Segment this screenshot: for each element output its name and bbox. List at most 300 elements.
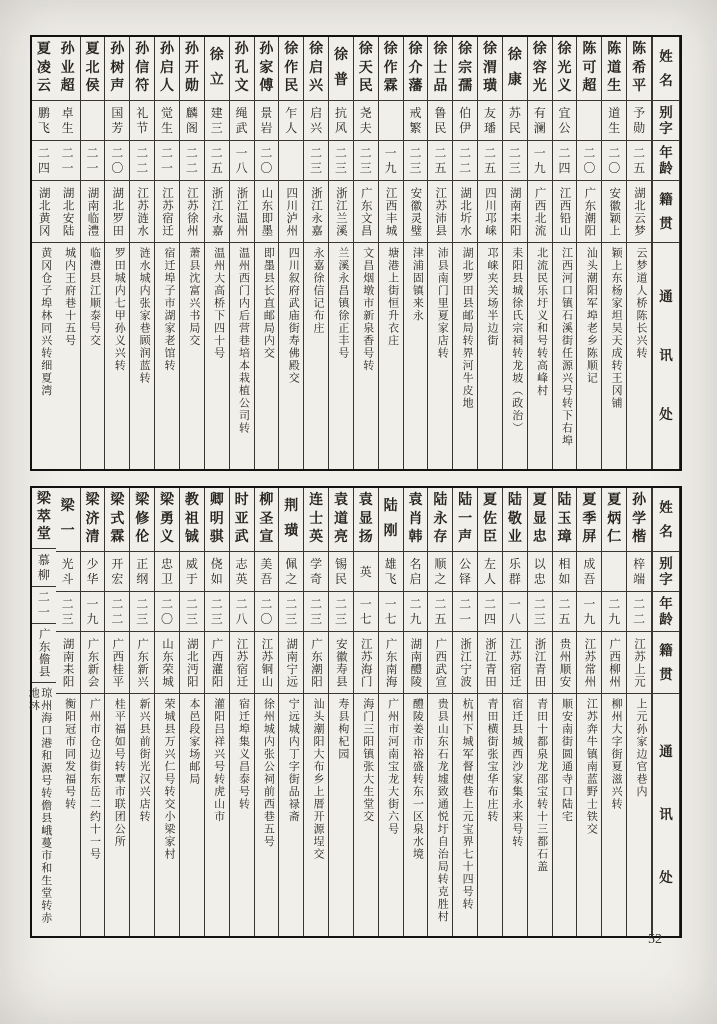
address-cell: 青田横街张宝华布庄转 — [485, 698, 498, 823]
address-cell: 耒阳县城徐氏宗祠转龙坡（政治） — [510, 247, 523, 435]
native-place-cell: 江苏涟水 — [130, 181, 154, 243]
name-cell: 陈 希 平 — [627, 37, 651, 101]
age-cell: 二 五 — [205, 141, 229, 181]
age-cell: 二 三 — [503, 141, 527, 181]
alias-cell — [577, 101, 601, 141]
person-column — [453, 37, 478, 469]
age-cell: 二 四 — [553, 141, 577, 181]
address-cell: 宿迁县城西沙家集永来号转 — [510, 698, 523, 848]
age-cell: 二 三 — [304, 592, 328, 632]
alias-cell: 景 岩 — [255, 101, 279, 141]
person-column — [379, 488, 404, 936]
name-cell: 袁 肖 韩 — [404, 488, 428, 552]
alias-cell: 有 澜 — [528, 101, 552, 141]
header-column — [652, 37, 680, 469]
name-cell: 陆 玉 璋 — [553, 488, 577, 552]
address-cell: 琼州海口港和源号转儋县峨蔓市和生堂转赤地林 — [27, 686, 52, 925]
address-cell: 汕头潮阳军埠老乡陈顺记 — [585, 247, 598, 385]
name-cell: 夏 季 屏 — [577, 488, 601, 552]
age-cell: 二 一 — [155, 141, 179, 181]
native-place-cell: 广西桂平 — [105, 632, 129, 694]
person-column — [329, 488, 354, 936]
alias-cell: 名 启 — [404, 552, 428, 592]
header-column — [652, 488, 680, 936]
name-cell: 徐 宗 孺 — [453, 37, 477, 101]
age-cell: 二 〇 — [602, 141, 626, 181]
age-cell: 二 四 — [478, 592, 502, 632]
name-cell: 袁 道 亮 — [329, 488, 353, 552]
age-cell: 二 〇 — [105, 141, 129, 181]
person-column — [105, 488, 130, 936]
age-cell: 二 九 — [602, 592, 626, 632]
address-cell: 塘港上街恒升衣庄 — [386, 247, 399, 347]
address-cell: 寿县枸杞园 — [336, 698, 349, 761]
alias-cell: 正 纲 — [130, 552, 154, 592]
name-cell: 孙 树 声 — [105, 37, 129, 101]
address-cell: 黄冈仓子埠林同兴转细夏湾 — [39, 247, 52, 397]
person-column — [230, 37, 255, 469]
address-cell: 永嘉徐信记布庄 — [312, 247, 325, 335]
name-cell: 徐 作 霖 — [379, 37, 403, 101]
age-cell: 一 九 — [528, 141, 552, 181]
age-cell: 二 五 — [428, 141, 452, 181]
alias-cell: 志 英 — [230, 552, 254, 592]
person-column — [180, 37, 205, 469]
age-cell: 二 二 — [105, 592, 129, 632]
address-cell: 本邑段家场邮局 — [187, 698, 200, 786]
directory-table-top — [30, 35, 682, 471]
page-number: 52 — [648, 932, 662, 947]
native-place-cell: 广东南海 — [379, 632, 403, 694]
native-place-cell: 江苏宿迁 — [230, 632, 254, 694]
person-column — [503, 37, 528, 469]
native-place-cell: 安徽颖上 — [602, 181, 626, 243]
name-cell: 夏 显 忠 — [528, 488, 552, 552]
age-cell: 二 三 — [329, 141, 353, 181]
address-cell: 邛崃夹关场半边街 — [485, 247, 498, 347]
age-cell: 二 五 — [428, 592, 452, 632]
age-cell: 二 三 — [180, 592, 204, 632]
native-place-cell: 浙江兰溪 — [329, 181, 353, 243]
native-place-cell: 湖北黄冈 — [32, 181, 56, 243]
name-cell: 徐 渭 璜 — [478, 37, 502, 101]
native-place-cell: 浙江永嘉 — [304, 181, 328, 243]
person-column — [553, 488, 578, 936]
address-cell: 桂平福如号转覃市联团公所 — [113, 698, 126, 848]
alias-cell: 威 于 — [180, 552, 204, 592]
alias-cell: 伯 伊 — [453, 101, 477, 141]
alias-cell: 觉 生 — [155, 101, 179, 141]
address-cell: 罗田城内七甲孙义兴转 — [113, 247, 126, 372]
age-cell: 二 二 — [453, 141, 477, 181]
address-cell: 杭州下城军督使巷上元宝界七十四号转 — [461, 698, 474, 911]
native-place-cell: 安徽灵璧 — [404, 181, 428, 243]
address-cell: 四川叙府武庙街寿佛殿交 — [287, 247, 300, 385]
native-place-cell: 江苏海门 — [354, 632, 378, 694]
address-cell: 云梦道人桥陈长兴转 — [635, 247, 647, 360]
name-cell: 徐 士 品 — [428, 37, 452, 101]
name-cell: 夏 北 侯 — [81, 37, 105, 101]
address-cell: 北流民乐圩义和号转高峰村 — [535, 247, 548, 397]
age-cell: 二 二 — [180, 141, 204, 181]
native-place-cell: 江苏宿迁 — [503, 632, 527, 694]
native-place-cell: 江苏上元 — [627, 632, 651, 694]
alias-cell: 戒 繁 — [404, 101, 428, 141]
age-cell: 二 一 — [32, 587, 56, 625]
address-cell: 涟水城内张家巷顾润蓝转 — [138, 247, 151, 385]
age-cell: 二 一 — [453, 592, 477, 632]
name-cell: 柳 圣 宣 — [255, 488, 279, 552]
age-cell: 一 七 — [379, 592, 403, 632]
age-cell: 二 〇 — [577, 141, 601, 181]
alias-cell: 鲁 民 — [428, 101, 452, 141]
name-cell: 徐 光 义 — [553, 37, 577, 101]
name-cell: 夏 炳 仁 — [602, 488, 626, 552]
header-alias: 别 字 — [653, 552, 679, 592]
name-cell: 孙 家 傅 — [255, 37, 279, 101]
age-cell: 二 三 — [528, 592, 552, 632]
name-cell: 孙 信 符 — [130, 37, 154, 101]
alias-cell: 光 斗 — [56, 552, 80, 592]
name-cell: 陈 可 超 — [577, 37, 601, 101]
address-cell: 湖北罗田县邮局转界河牛皮地 — [461, 247, 474, 410]
alias-cell: 佩 之 — [279, 552, 303, 592]
person-column — [304, 37, 329, 469]
person-column — [577, 488, 602, 936]
alias-cell: 少 华 — [81, 552, 105, 592]
age-cell: 二 九 — [404, 592, 428, 632]
age-cell — [279, 141, 303, 181]
person-column — [105, 37, 130, 469]
native-place-cell: 浙江温州 — [230, 181, 254, 243]
name-cell: 陈 道 生 — [602, 37, 626, 101]
name-cell: 徐 天 民 — [354, 37, 378, 101]
age-cell: 二 八 — [230, 592, 254, 632]
name-cell: 陆 敬 业 — [503, 488, 527, 552]
address-cell: 江西河口镇石溪街任源兴号转下右埠 — [560, 247, 573, 447]
native-place-cell: 广西灌阳 — [205, 632, 229, 694]
native-place-cell: 浙江青田 — [528, 632, 552, 694]
age-cell: 一 八 — [230, 141, 254, 181]
person-column — [478, 488, 503, 936]
alias-cell: 锡 民 — [329, 552, 353, 592]
alias-cell: 麟 阁 — [180, 101, 204, 141]
alias-cell: 宜 公 — [553, 101, 577, 141]
address-cell: 衡阳冠市同发福号转 — [63, 698, 76, 811]
person-column — [453, 488, 478, 936]
native-place-cell: 山东荣城 — [155, 632, 179, 694]
person-column — [553, 37, 578, 469]
alias-cell: 以 忠 — [528, 552, 552, 592]
name-cell: 陆 刚 — [379, 488, 403, 552]
native-place-cell: 湖南醴陵 — [404, 632, 428, 694]
address-cell: 灌阳吕祥兴号转虎山市 — [212, 698, 225, 823]
native-place-cell: 湖南耒阳 — [56, 632, 80, 694]
native-place-cell: 江苏徐州 — [180, 181, 204, 243]
native-place-cell: 江苏铜山 — [255, 632, 279, 694]
address-cell: 城内王府巷十五号 — [63, 247, 76, 347]
alias-cell: 尧 夫 — [354, 101, 378, 141]
age-cell: 二 一 — [56, 141, 80, 181]
alias-cell: 绳 武 — [230, 101, 254, 141]
age-cell: 二 五 — [627, 141, 651, 181]
alias-cell: 建 三 — [205, 101, 229, 141]
age-cell: 二 一 — [81, 141, 105, 181]
age-cell: 二 三 — [329, 592, 353, 632]
person-column — [81, 488, 106, 936]
name-cell: 连 士 英 — [304, 488, 328, 552]
alias-cell — [81, 101, 105, 141]
age-cell: 二 〇 — [155, 592, 179, 632]
address-cell: 贵县山东石龙墟致通悦圩自治局转克胜村 — [436, 698, 449, 923]
age-cell: 二 〇 — [255, 141, 279, 181]
person-column — [329, 37, 354, 469]
native-place-cell: 广东文昌 — [354, 181, 378, 243]
person-column — [27, 488, 56, 936]
person-column — [130, 37, 155, 469]
person-column — [155, 488, 180, 936]
address-cell: 宿迁埠集义昌泰号转 — [237, 698, 250, 811]
age-cell: 二 四 — [32, 141, 56, 181]
native-place-cell: 浙江青田 — [478, 632, 502, 694]
person-column — [354, 37, 379, 469]
native-place-cell: 广东儋县 — [32, 624, 56, 682]
native-place-cell: 湖南临澧 — [81, 181, 105, 243]
person-column — [180, 488, 205, 936]
person-column — [379, 37, 404, 469]
native-place-cell: 广西柳州 — [602, 632, 626, 694]
native-place-cell: 广东新会 — [81, 632, 105, 694]
person-column — [602, 488, 627, 936]
name-cell: 教 祖 铖 — [180, 488, 204, 552]
native-place-cell: 江西铅山 — [553, 181, 577, 243]
alias-cell: 国 芳 — [105, 101, 129, 141]
address-cell: 兰溪永昌镇徐正丰号 — [336, 247, 349, 360]
address-cell: 萧县沈富兴书局交 — [187, 247, 200, 347]
alias-cell: 相 如 — [553, 552, 577, 592]
person-column — [279, 488, 304, 936]
header-address: 通 讯 处 — [659, 744, 673, 886]
address-cell: 新兴县前街光汉兴店转 — [138, 698, 151, 823]
age-cell: 二 〇 — [255, 592, 279, 632]
age-cell: 二 三 — [130, 592, 154, 632]
alias-cell: 鹏 飞 — [32, 101, 56, 141]
name-cell: 夏 佐 臣 — [478, 488, 502, 552]
native-place-cell: 湖北安陆 — [56, 181, 80, 243]
alias-cell: 成 吾 — [577, 552, 601, 592]
person-column — [56, 37, 81, 469]
native-place-cell: 湖南耒阳 — [503, 181, 527, 243]
alias-cell: 雄 飞 — [379, 552, 403, 592]
native-place-cell: 湖北圻水 — [453, 181, 477, 243]
alias-cell: 启 兴 — [304, 101, 328, 141]
alias-cell — [379, 101, 403, 141]
name-cell: 徐 立 — [205, 37, 229, 101]
person-column — [255, 488, 280, 936]
name-cell: 孙 学 楷 — [627, 488, 651, 552]
person-column — [503, 488, 528, 936]
name-cell: 梁 式 霖 — [105, 488, 129, 552]
address-cell: 宿迁埠子市湖家老馆转 — [162, 247, 175, 372]
address-cell: 临澧县江顺泰号交 — [88, 247, 101, 347]
header-age: 年 龄 — [653, 141, 679, 181]
address-cell: 广州市仓边街东岳二约十一号 — [88, 698, 101, 861]
address-cell: 颖上东杨家坦吴天成转王冈铺 — [610, 247, 623, 410]
age-cell: 二 五 — [553, 592, 577, 632]
address-cell: 温州大高桥下四十号 — [212, 247, 225, 360]
address-cell: 醴陵姜市裕盛转东一区泉水境 — [411, 698, 424, 861]
name-cell: 徐 介 藩 — [404, 37, 428, 101]
address-cell: 津浦固镇来永 — [411, 247, 424, 322]
person-column — [354, 488, 379, 936]
alias-cell: 学 奇 — [304, 552, 328, 592]
header-native: 籍 贯 — [653, 181, 679, 243]
person-column — [404, 37, 429, 469]
person-column — [404, 488, 429, 936]
person-column — [528, 37, 553, 469]
age-cell: 一 七 — [354, 592, 378, 632]
address-cell: 即墨县长直邮局内交 — [262, 247, 275, 360]
native-place-cell: 广西武宣 — [428, 632, 452, 694]
person-column — [478, 37, 503, 469]
person-column — [81, 37, 106, 469]
alias-cell: 礼 节 — [130, 101, 154, 141]
person-column — [428, 488, 453, 936]
address-cell: 温州西门内后营巷培本栽植公司转 — [237, 247, 250, 435]
name-cell: 徐 容 光 — [528, 37, 552, 101]
address-cell: 广州市河南宝龙大街六号 — [386, 698, 399, 836]
name-cell: 梁 一 — [56, 488, 80, 552]
age-cell: 二 二 — [130, 141, 154, 181]
alias-cell: 侥 如 — [205, 552, 229, 592]
person-column — [627, 37, 652, 469]
age-cell: 一 九 — [577, 592, 601, 632]
native-place-cell: 山东即墨 — [255, 181, 279, 243]
person-column — [602, 37, 627, 469]
person-column — [205, 488, 230, 936]
native-place-cell: 湖北云梦 — [627, 181, 651, 243]
name-cell: 梁 济 清 — [81, 488, 105, 552]
name-cell: 孙 启 人 — [155, 37, 179, 101]
name-cell: 陆 一 声 — [453, 488, 477, 552]
header-native: 籍 贯 — [653, 632, 679, 694]
name-cell: 孙 业 超 — [56, 37, 80, 101]
address-cell: 汕头潮阳大布乡上厝开源埕交 — [312, 698, 325, 861]
native-place-cell: 江苏常州 — [577, 632, 601, 694]
address-cell: 顺安南街圆通寺口陆宅 — [560, 698, 573, 823]
alias-cell — [602, 552, 626, 592]
address-cell: 青田十都泉龙邵宝转十三都石盖 — [535, 698, 548, 873]
address-cell: 荣城县万兴仁号转交小梁家村 — [162, 698, 175, 861]
native-place-cell: 湖北罗田 — [105, 181, 129, 243]
name-cell: 荆 璜 — [279, 488, 303, 552]
alias-cell: 苏 民 — [503, 101, 527, 141]
alias-cell: 梓 端 — [627, 552, 651, 592]
native-place-cell: 江西丰城 — [379, 181, 403, 243]
address-cell: 江苏奔牛镇南蓝野士铁交 — [585, 698, 598, 836]
native-place-cell: 湖北沔阳 — [180, 632, 204, 694]
name-cell: 孙 孔 文 — [230, 37, 254, 101]
age-cell: 二 五 — [478, 141, 502, 181]
native-place-cell: 湖南宁远 — [279, 632, 303, 694]
person-column — [230, 488, 255, 936]
person-column — [627, 488, 652, 936]
address-cell: 沛县南门里夏家店转 — [436, 247, 449, 360]
alias-cell: 卓 生 — [56, 101, 80, 141]
alias-cell: 乍 人 — [279, 101, 303, 141]
native-place-cell: 贵州顺安 — [553, 632, 577, 694]
person-column — [428, 37, 453, 469]
person-column — [56, 488, 81, 936]
alias-cell: 友 璠 — [478, 101, 502, 141]
address-cell: 海门三阳镇张大生堂交 — [361, 698, 374, 823]
address-cell: 上元孙家边官巷内 — [635, 698, 647, 798]
age-cell: 一 九 — [81, 592, 105, 632]
person-column — [279, 37, 304, 469]
age-cell: 一 八 — [503, 592, 527, 632]
header-name: 姓 名 — [653, 488, 679, 552]
name-cell: 徐 作 民 — [279, 37, 303, 101]
alias-cell: 左 人 — [478, 552, 502, 592]
native-place-cell: 江苏宿迁 — [155, 181, 179, 243]
native-place-cell: 广东潮阳 — [577, 181, 601, 243]
alias-cell: 道 生 — [602, 101, 626, 141]
alias-cell: 开 宏 — [105, 552, 129, 592]
name-cell: 梁 萃 堂 — [32, 488, 56, 549]
alias-cell: 慕 柳 — [32, 549, 56, 587]
header-name: 姓 名 — [653, 37, 679, 101]
address-cell: 徐州城内张公祠前西巷五号 — [262, 698, 275, 848]
person-column — [205, 37, 230, 469]
person-column — [304, 488, 329, 936]
name-cell: 袁 显 扬 — [354, 488, 378, 552]
address-cell: 柳州大字街夏滋兴转 — [610, 698, 623, 811]
native-place-cell: 浙江宁波 — [453, 632, 477, 694]
alias-cell: 美 吾 — [255, 552, 279, 592]
native-place-cell: 四川邛崃 — [478, 181, 502, 243]
age-cell: 二 三 — [354, 141, 378, 181]
name-cell: 夏 凌 云 — [32, 37, 56, 101]
age-cell: 一 九 — [379, 141, 403, 181]
native-place-cell: 广西北流 — [528, 181, 552, 243]
name-cell: 梁 勇 义 — [155, 488, 179, 552]
header-address: 通 讯 处 — [659, 289, 673, 423]
name-cell: 卿 明 骐 — [205, 488, 229, 552]
person-column — [32, 37, 56, 469]
native-place-cell: 广东潮阳 — [304, 632, 328, 694]
age-cell: 二 三 — [404, 141, 428, 181]
name-cell: 时 亚 武 — [230, 488, 254, 552]
name-cell: 孙 开 勋 — [180, 37, 204, 101]
directory-table-bottom — [27, 486, 682, 938]
person-column — [577, 37, 602, 469]
person-column — [130, 488, 155, 936]
alias-cell: 乐 群 — [503, 552, 527, 592]
native-place-cell: 江苏沛县 — [428, 181, 452, 243]
person-column — [255, 37, 280, 469]
native-place-cell: 四川泸州 — [279, 181, 303, 243]
alias-cell: 英 — [354, 552, 378, 592]
alias-cell: 忠 卫 — [155, 552, 179, 592]
address-cell: 宁远城内丁字街品禄斋 — [287, 698, 300, 823]
native-place-cell: 浙江永嘉 — [205, 181, 229, 243]
alias-cell: 予 勋 — [627, 101, 651, 141]
header-age: 年 龄 — [653, 592, 679, 632]
age-cell: 二 三 — [304, 141, 328, 181]
age-cell: 二 三 — [205, 592, 229, 632]
age-cell: 二 三 — [56, 592, 80, 632]
native-place-cell: 安徽寿县 — [329, 632, 353, 694]
